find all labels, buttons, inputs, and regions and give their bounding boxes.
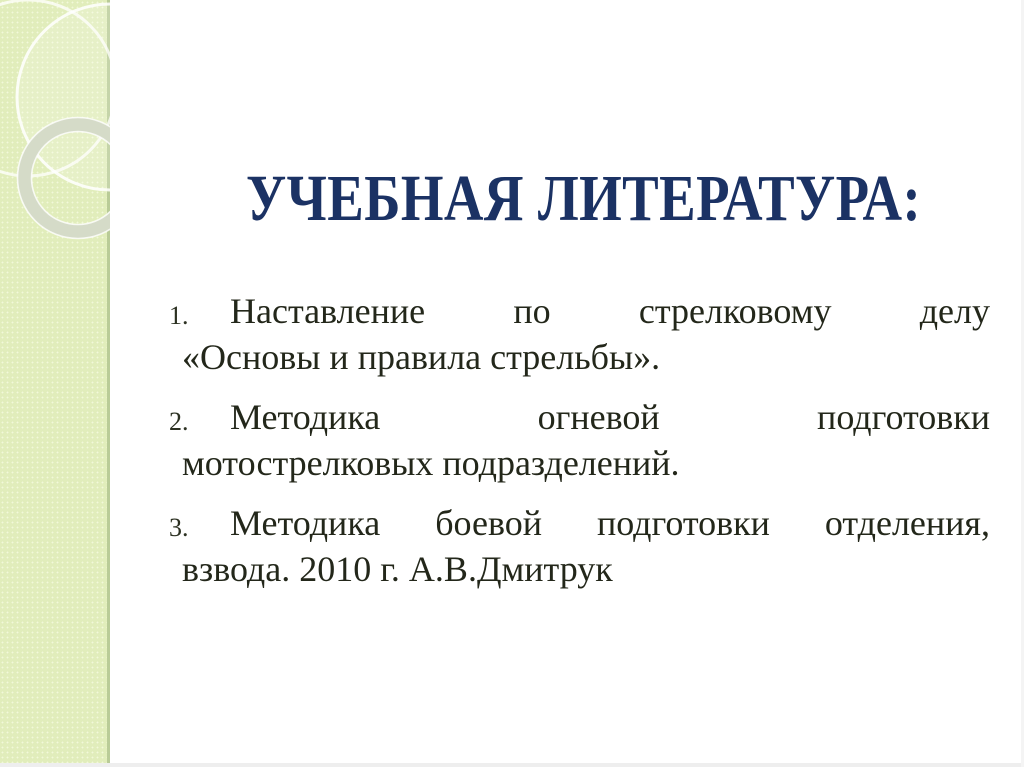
list-item-text-line: Наставление по стрелковому делу [230, 291, 990, 331]
sidebar-decoration [0, 0, 110, 763]
literature-list [169, 288, 990, 592]
decorative-circles-icon [0, 0, 110, 763]
list-item-number: 3. [169, 513, 189, 542]
list-item-number: 2. [169, 407, 189, 436]
list-item-text-line: Методика огневой подготовки [230, 397, 990, 437]
list-item-number: 1. [169, 301, 189, 330]
list-item-text-line: взвода. 2010 г. А.В.Дмитрук [182, 549, 613, 589]
slide-title: УЧЕБНАЯ ЛИТЕРАТУРА: [246, 162, 922, 236]
list-item-text-line: мотострелковых подразделений. [182, 443, 680, 483]
list-item [169, 500, 990, 592]
list-item [169, 394, 990, 486]
list-item-text-line: «Основы и правила стрельбы». [182, 337, 661, 377]
slide-bottom-edge [0, 763, 1024, 767]
list-item [169, 288, 990, 380]
list-item-text-line: Методика боевой подготовки отделения, [230, 503, 990, 543]
